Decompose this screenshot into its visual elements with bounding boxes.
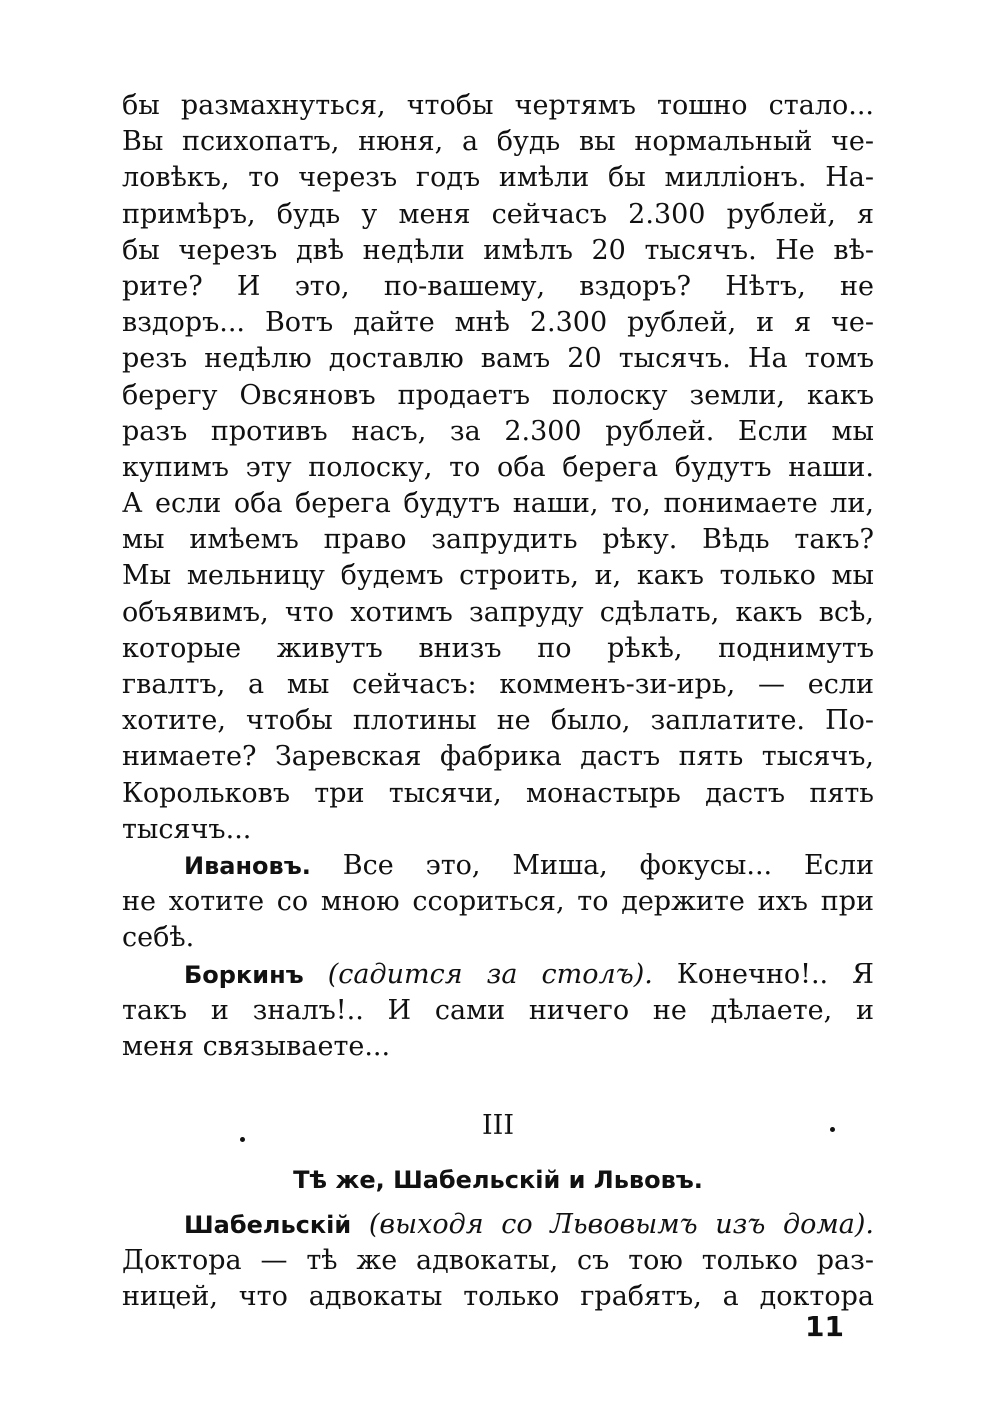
text-line: берегу Овсяновъ продаетъ полоску земли, какъ — [122, 379, 874, 411]
text-line: Вы психопатъ, нюня, а будь вы нормальный че- — [122, 126, 874, 158]
print-speck — [240, 1137, 245, 1142]
text-line: Корольковъ три тысячи, монастырь дастъ пять — [122, 777, 874, 809]
text-line: рите? И это, по-вашему, вздоръ? Нѣтъ, не — [122, 270, 874, 302]
text-line: А если оба берега будутъ наши, то, понимаете ли, — [122, 488, 874, 520]
ivanov-line — [122, 848, 874, 884]
speaker-borkin: Боркинъ — [184, 960, 304, 989]
shabelsky-line — [122, 1207, 874, 1243]
text-line: которые живутъ внизъ по рѣкѣ, поднимутъ — [122, 632, 874, 664]
text-line: бы черезъ двѣ недѣли имѣлъ 20 тысячъ. Не вѣ- — [122, 234, 874, 266]
text-line: тысячъ... — [122, 813, 252, 845]
text-line: Доктора — тѣ же адвокаты, съ тою только раз- — [122, 1245, 874, 1277]
stage-direction-shabelsky: (выходя со Львовымъ изъ дома). — [368, 1209, 874, 1241]
text-line: бы размахнуться, чтобы чертямъ тошно стало... — [122, 90, 874, 121]
speaker-shabelsky: Шабельскій — [184, 1211, 352, 1240]
text-line: хотите, чтобы плотины не было, заплатите. По- — [122, 705, 874, 737]
borkin-text: Конечно!.. Я — [676, 958, 874, 990]
text-line: примѣръ, будь у меня сейчасъ 2.300 рублей, я — [122, 198, 874, 230]
text-line: не хотите со мною ссориться, то держите ихъ при — [122, 886, 874, 918]
text-line: разъ противъ насъ, за 2.300 рублей. Если мы — [122, 415, 874, 447]
page-text — [122, 88, 874, 1316]
text-line: резъ недѣлю доставлю вамъ 20 тысячъ. На томъ — [122, 343, 874, 375]
section-cast: Тѣ же, Шабельскій и Львовъ. — [293, 1166, 703, 1195]
borkin-line — [122, 957, 874, 993]
text-line: ницей, что адвокаты только грабятъ, а доктора — [122, 1281, 874, 1313]
text-line: купимъ эту полоску, то оба берега будутъ наши. — [122, 451, 874, 483]
section-number: III — [482, 1110, 514, 1142]
text-line: ловѣкъ, то черезъ годъ имѣли бы милліонъ. На- — [122, 162, 874, 194]
page-number: 11 — [805, 1310, 844, 1343]
text-line: гвалтъ, а мы сейчасъ: комменъ-зи-ирь, — если — [122, 669, 874, 700]
text-line: Мы мельницу будемъ строить, и, какъ только мы — [122, 560, 874, 592]
text-line: нимаете? Заревская фабрика дастъ пять тысячъ, — [122, 741, 874, 773]
text-line: объявимъ, что хотимъ запруду сдѣлать, какъ всѣ, — [122, 596, 874, 628]
speaker-ivanov: Ивановъ. — [184, 851, 311, 880]
text-line: мы имѣемъ право запрудить рѣку. Вѣдь такъ? — [122, 524, 874, 556]
stage-direction-borkin: (садится за столъ). — [327, 958, 653, 990]
ivanov-text: Все это, Миша, фокусы... Если — [342, 849, 874, 881]
print-speck — [830, 1127, 835, 1132]
text-line: вздоръ... Вотъ дайте мнѣ 2.300 рублей, и я че- — [122, 307, 874, 339]
text-line: себѣ. — [122, 922, 195, 954]
text-line: меня связываете... — [122, 1030, 391, 1062]
text-line: такъ и зналъ!.. И сами ничего не дѣлаете, и — [122, 994, 874, 1026]
